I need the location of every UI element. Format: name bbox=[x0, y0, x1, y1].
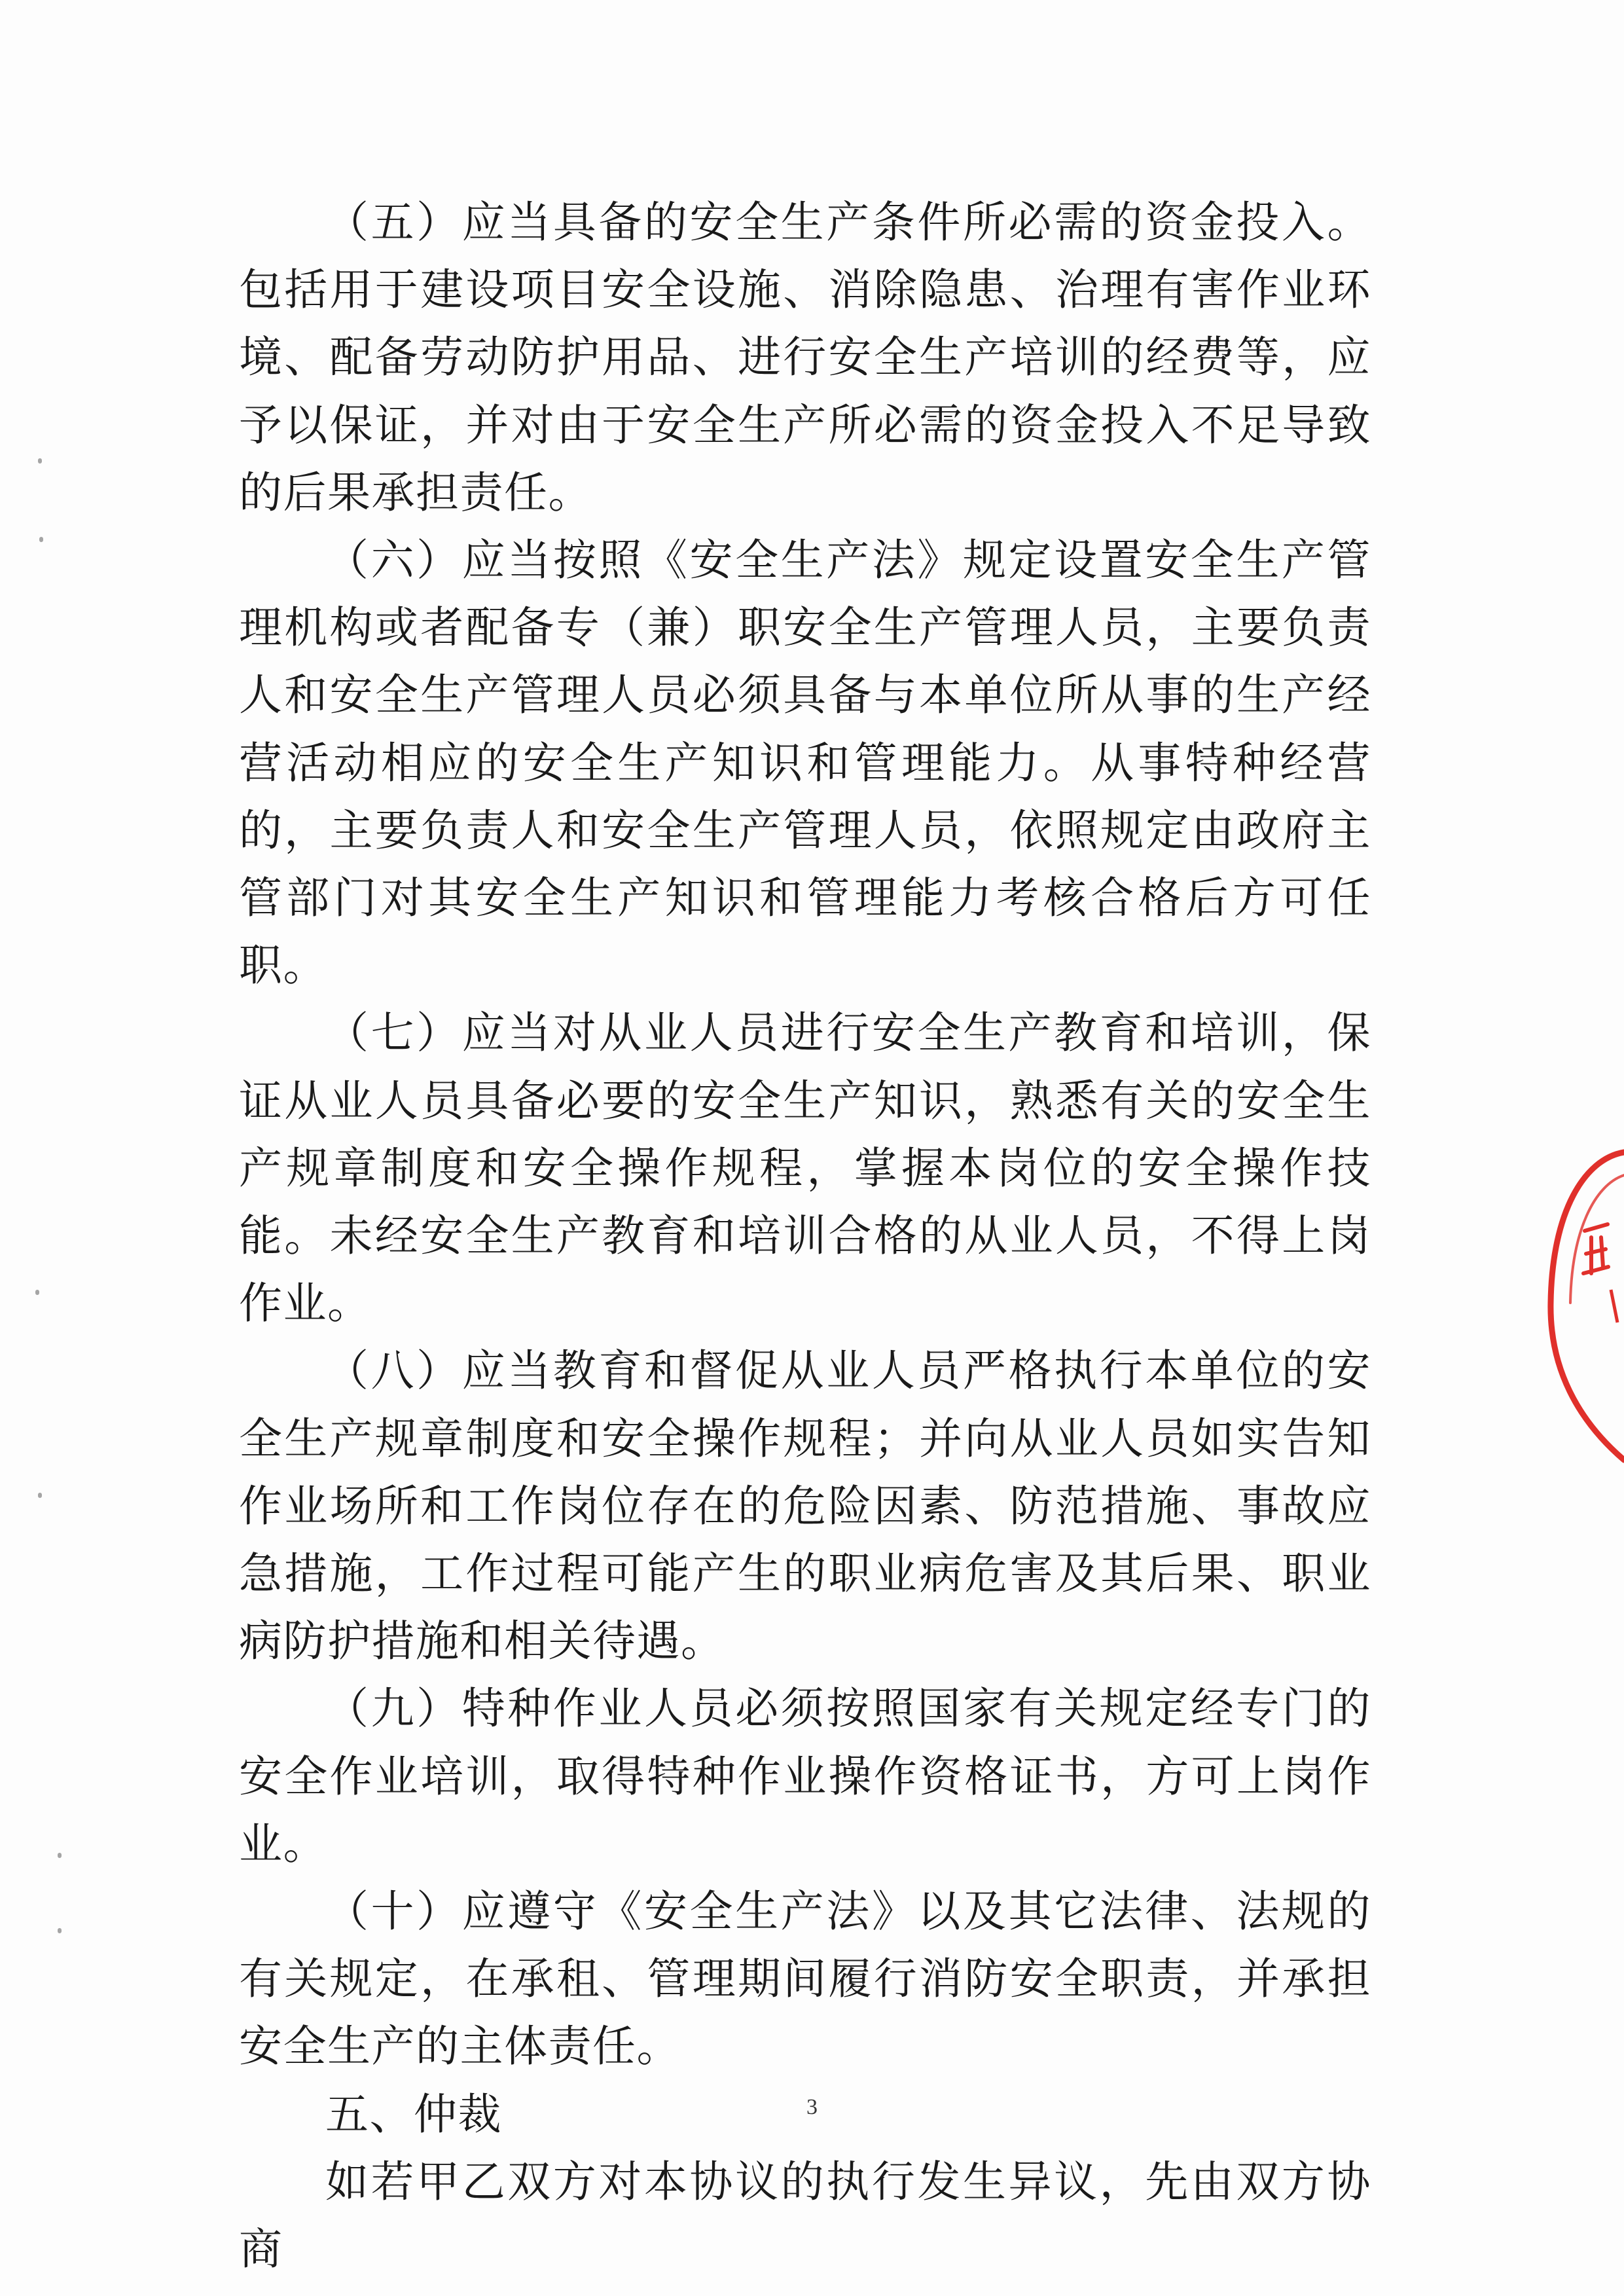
scan-speck bbox=[58, 1928, 62, 1933]
clause-10-paragraph: （十）应遵守《安全生产法》以及其它法律、法规的有关规定，在承租、管理期间履行消防安全职责，并承担安全生产的主体责任。 bbox=[239, 1886, 1371, 2072]
clause-5-paragraph: （五）应当具备的安全生产条件所必需的资金投入。包括用于建设项目安全设施、消除隐患、治理有害作业环境、配备劳动防护用品、进行安全生产培训的经费等，应予以保证，并对由于安全生产所必需的资金投入不足导致的后果承担责任。 bbox=[239, 197, 1371, 518]
document-body bbox=[239, 189, 1371, 2283]
clause-8-paragraph: （八）应当教育和督促从业人员严格执行本单位的安全生产规章制度和安全操作规程；并向从业人员如实告知作业场所和工作岗位存在的危险因素、防范措施、事故应急措施，工作过程可能产生的职业病危害及其后果、职业病防护措施和相关待遇。 bbox=[239, 1345, 1371, 1667]
clause-7-paragraph: （七）应当对从业人员进行安全生产教育和培训，保证从业人员具备必要的安全生产知识，熟悉有关的安全生产规章制度和安全操作规程，掌握本岗位的安全操作技能。未经安全生产教育和培训合格的从业人员，不得上岗作业。 bbox=[239, 1008, 1371, 1329]
official-seal-icon bbox=[1545, 1133, 1624, 1473]
scan-speck bbox=[38, 1493, 42, 1498]
scan-speck bbox=[38, 458, 42, 464]
clause-6-paragraph: （六）应当按照《安全生产法》规定设置安全生产管理机构或者配备专（兼）职安全生产管理人员，主要负责人和安全生产管理人员必须具备与本单位所从事的生产经营活动相应的安全生产知识和管理能力。从事特种经营的，主要负责人和安全生产管理人员，依照规定由政府主管部门对其安全生产知识和管理能力考核合格后方可任职。 bbox=[239, 535, 1371, 991]
scan-speck bbox=[58, 1853, 62, 1858]
arbitration-paragraph: 如若甲乙双方对本协议的执行发生异议，先由双方协商 bbox=[239, 2156, 1371, 2275]
page-number: 3 bbox=[806, 2095, 818, 2119]
clause-9-paragraph: （九）特种作业人员必须按照国家有关规定经专门的安全作业培训，取得特种作业操作资格证书，方可上岗作业。 bbox=[239, 1683, 1371, 1869]
scan-speck bbox=[39, 537, 43, 542]
scan-speck bbox=[35, 1290, 39, 1295]
section-heading-arbitration: 五、仲裁 bbox=[325, 2088, 502, 2140]
